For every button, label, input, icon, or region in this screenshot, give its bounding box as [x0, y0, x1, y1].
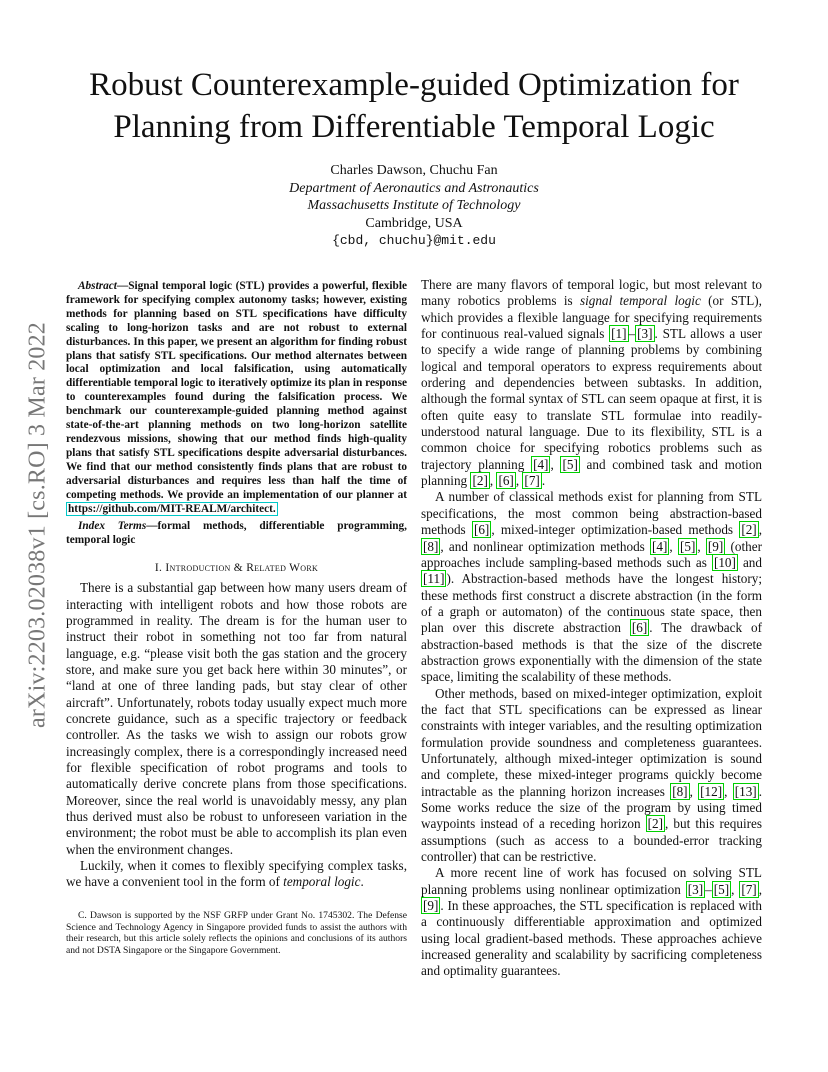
rp2-text: ). Abstraction-based methods have the longest history; these methods first construct a discrete abstraction (in the form of a graph or automaton) of the continuous state space, then plan over this discrete abstraction	[421, 571, 762, 636]
section-title: Introduction & Related Work	[165, 562, 319, 575]
section-heading	[66, 562, 407, 574]
rp2-sep: and	[737, 554, 762, 570]
abstract	[66, 280, 407, 516]
arxiv-side-identifier	[18, 290, 58, 760]
affiliation-city: Cambridge, USA	[365, 215, 463, 231]
rp1-emphasis: signal temporal logic	[579, 293, 701, 309]
citation-link[interactable]: [7]	[741, 881, 757, 897]
rp1-text-b: (or STL), which provides a flexible language for specifying requirements for continuous real-valued signals	[421, 293, 762, 342]
arxiv-id-text: arXiv:2203.02038v1 [cs.RO] 3 Mar 2022	[24, 321, 51, 729]
rp4-text: . In these approaches, the STL specification is replaced with a continuously differentiable approximation and optimized using local gradient-based methods. These approaches achieve increased generality and scalability by sacrificing completeness and optimality guarantees.	[421, 898, 762, 979]
affiliation-department: Department of Aeronautics and Astronautics	[289, 180, 539, 196]
citation-link[interactable]: [8]	[423, 538, 439, 554]
rp3-sep: ,	[689, 783, 699, 799]
rp2-text: (other approaches include sampling-based methods such as	[421, 538, 762, 570]
citation-link[interactable]: [3]	[687, 881, 704, 897]
rp1-text-c: . STL allows a user to specify a wide range of planning problems by combining logical and temporal operators to express requirements about ordering and dependencies between subtasks. In addition, although the formal syntax of STL can seem opaque at first, it is often quite easy to translate STL formulae into readily-understood natural language. Due to its flexibility, STL is a common choice for specifying robotics problems such as trajectory planning	[421, 326, 762, 472]
intro-p2-emphasis: temporal logic	[283, 874, 361, 890]
author-names: Charles Dawson, Chuchu Fan	[330, 163, 498, 178]
rp2-sep: ,	[669, 538, 678, 554]
rp4-sep: ,	[758, 881, 762, 897]
citation-link[interactable]: [3]	[637, 326, 653, 342]
citation-link[interactable]: [10]	[713, 554, 736, 570]
citation-link[interactable]: [2]	[647, 816, 664, 832]
funding-footnote: C. Dawson is supported by the NSF GRFP under Grant No. 1745302. The Defense Science and Technology Agency in Singapore provided funds to assist the authors with their research, but this article solely reflects the opinions and conclusions of its authors and not DSTA Singapore or the Singapore Government.	[66, 910, 407, 956]
right-paragraph-3	[421, 686, 762, 866]
title-line-1: Robust Counterexample-guided Optimization for	[89, 67, 739, 103]
rp1-sep: ,	[550, 456, 561, 472]
citation-link[interactable]: [5]	[713, 881, 730, 897]
citation-link[interactable]: [4]	[533, 456, 549, 472]
rp4-dash: –	[705, 881, 712, 897]
rp1-text-a: There are many flavors of temporal logic, but most relevant to many robotics problems is	[421, 277, 762, 309]
citation-link[interactable]: [4]	[652, 538, 668, 554]
rp2-text: . The drawback of abstraction-based methods is that the size of the discrete abstraction grows exponentially with the dimension of the state space, limiting the scalability of these methods.	[421, 620, 762, 685]
citation-link[interactable]: [5]	[562, 456, 578, 472]
citation-link[interactable]: [6]	[473, 522, 490, 538]
footnote-block	[66, 910, 407, 956]
rp2-sep: ,	[758, 522, 762, 538]
abstract-label: Abstract	[78, 280, 117, 292]
rp3-text: , but this requires assumptions (such as access to a bounded-error tracking controller) that can be restrictive.	[421, 816, 762, 865]
author-email: {cbd, chuchu}@mit.edu	[332, 233, 496, 248]
rp1-text-d: and combined task and motion planning	[421, 456, 763, 489]
rp3-text: Other methods, based on mixed-integer optimization, exploit the fact that STL specifications can be expressed as linear constraints with integer variables, and the resulting optimization formulation provide soundness and completeness guarantees. Unfortunately, although mixed-integer optimization is sound and complete, these mixed-integer programs quickly become intractable as the planning horizon increases	[421, 685, 762, 799]
rp1-sep: ,	[515, 473, 523, 489]
intro-p2-text: Luckily, when it comes to flexibly specifying complex tasks, we have a convenient tool in the form of	[66, 858, 407, 890]
code-repository-link[interactable]: https://github.com/MIT-REALM/architect.	[68, 502, 276, 515]
section-number: I.	[154, 562, 166, 575]
right-paragraph-1	[421, 277, 762, 489]
citation-link[interactable]: [6]	[631, 620, 648, 636]
rp4-text: A more recent line of work has focused on solving STL planning problems using nonlinear optimization	[421, 865, 762, 897]
rp4-sep: ,	[731, 881, 740, 897]
citation-link[interactable]: [11]	[423, 571, 445, 587]
rp2-text: A number of classical methods exist for planning from STL specifications, the most common being abstraction-based methods	[421, 489, 762, 538]
index-terms-text: —formal methods, differentiable programming, temporal logic	[66, 520, 407, 547]
intro-paragraph-1: There is a substantial gap between how many users dream of interacting with intelligent robots and how those robots are programmed in reality. The dream is for the human user to instruct their robot in something not too far from natural language, e.g. “please visit both the gas station and the grocery store, and make sure you get back here within 30 minutes”, or “land at one of three landing pads, but stay clear of other aircraft”. Unfortunately, robots today usually expect much more concrete guidance, such as a specific trajectory or feedback controller. As the tasks we wish to assign our robots grow increasingly complex, there is a correspondingly increased need for flexible specification of robot programs and tools to automatically derive concrete plans from those specifications. Moreover, since the real world is unavoidably messy, any plan thus derived must also be robust to unforeseen variation in the environment; the robot must be able to accomplish its plan even when the environment changes.	[66, 580, 407, 857]
right-paragraph-4	[421, 865, 762, 979]
rp2-sep: ,	[697, 538, 706, 554]
citation-link[interactable]: [12]	[700, 783, 723, 799]
citation-link[interactable]: [9]	[707, 538, 724, 554]
right-column	[421, 277, 762, 980]
intro-paragraph-2	[66, 858, 407, 891]
rp2-text: , and nonlinear optimization methods	[440, 538, 651, 554]
rp1-dash: –	[628, 326, 636, 342]
rp1-sep: ,	[489, 473, 497, 489]
left-column	[66, 280, 407, 891]
citation-link[interactable]: [2]	[472, 473, 488, 489]
paper-title	[66, 64, 762, 148]
abstract-text: —Signal temporal logic (STL) provides a powerful, flexible framework for specifying complex autonomy tasks; however, existing methods for planning based on STL specifications have difficulty scaling to long-horizon tasks and are not robust to external disturbances. In this paper, we present an algorithm for finding robust plans that satisfy STL specifications. Our method alternates between local optimization and local falsification, using automatically differentiable temporal logic to iteratively optimize its plan in response to counterexamples found during the falsification process. We benchmark our counterexample-guided planning method against state-of-the-art planning methods on two long-horizon satellite rendezvous missions, showing that our method finds high-quality plans that satisfy STL specifications despite adversarial disturbances. We find that our method consistently finds plans that are robust to adversarial disturbances and requires less than half the time of competing methods. We provide an implementation of our planner at	[66, 280, 407, 501]
rp1-end: .	[541, 473, 546, 489]
affiliation-institute: Massachusetts Institute of Technology	[307, 198, 521, 213]
author-block	[66, 162, 762, 250]
citation-link[interactable]: [5]	[679, 538, 696, 554]
citation-link[interactable]: [1]	[611, 326, 627, 342]
title-line-2: Planning from Differentiable Temporal Logic	[113, 109, 715, 145]
citation-link[interactable]: [2]	[741, 522, 757, 538]
rp2-text: , mixed-integer optimization-based methods	[491, 522, 740, 538]
citation-link[interactable]: [8]	[672, 783, 688, 799]
citation-link[interactable]: [6]	[498, 473, 514, 489]
citation-link[interactable]: [13]	[734, 783, 757, 799]
citation-link[interactable]: [7]	[524, 473, 540, 489]
rp3-sep: ,	[724, 783, 733, 799]
rp3-text: . Some works reduce the size of the program by using timed waypoints instead of a receding horizon	[421, 783, 762, 832]
citation-link[interactable]: [9]	[423, 898, 439, 914]
index-terms-label: Index Terms	[78, 520, 147, 533]
intro-p2-end: .	[360, 874, 364, 890]
right-paragraph-2	[421, 489, 762, 685]
index-terms	[66, 520, 407, 548]
